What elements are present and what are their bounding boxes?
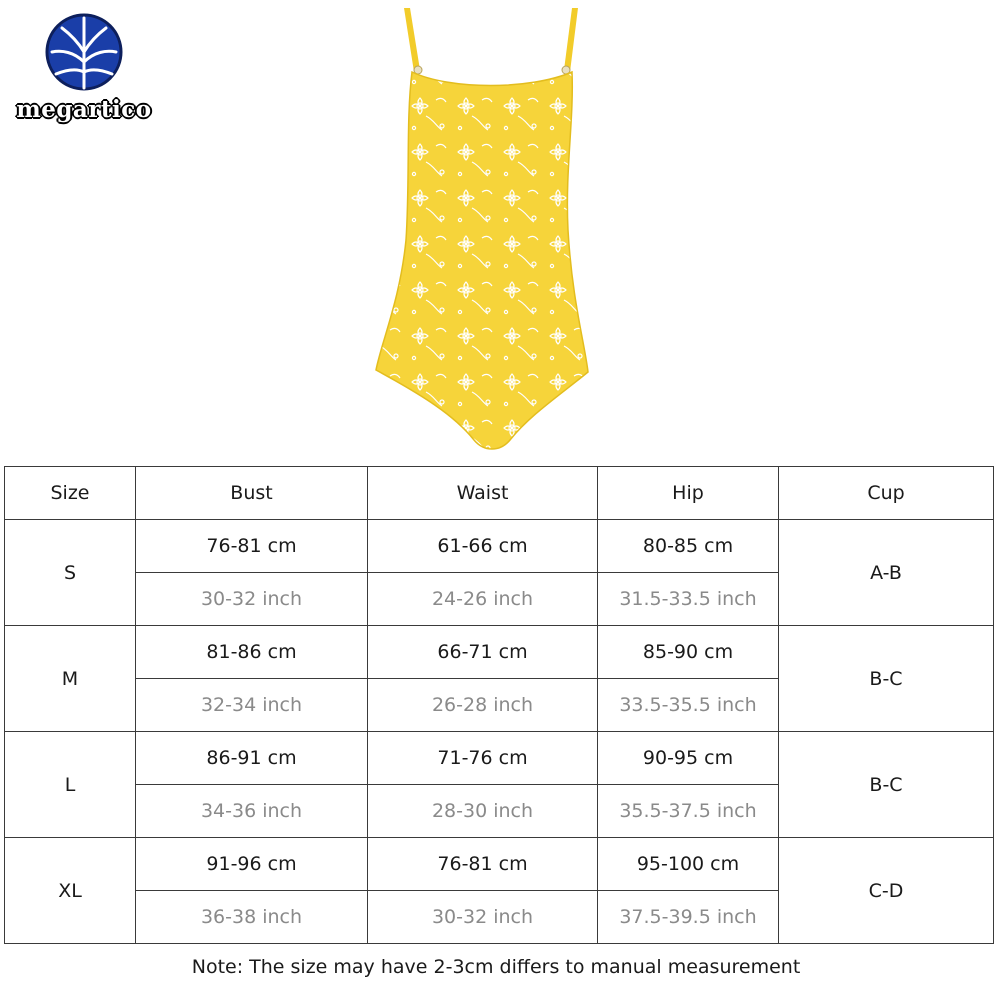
size-cell: S (5, 520, 136, 626)
table-row (5, 626, 994, 679)
bust-inch-cell: 32-34 inch (136, 679, 368, 732)
header-hip: Hip (598, 467, 779, 520)
hip-inch-cell: 33.5-35.5 inch (598, 679, 779, 732)
bust-cm-cell: 81-86 cm (136, 626, 368, 679)
waist-inch-cell: 26-28 inch (368, 679, 598, 732)
product-image (360, 0, 620, 455)
cup-cell: A-B (779, 520, 994, 626)
hip-cm-cell: 80-85 cm (598, 520, 779, 573)
bust-cm-cell: 86-91 cm (136, 732, 368, 785)
tree-logo-icon (44, 12, 124, 92)
table-row (5, 732, 994, 785)
waist-inch-cell: 24-26 inch (368, 573, 598, 626)
hip-inch-cell: 35.5-37.5 inch (598, 785, 779, 838)
cup-cell: B-C (779, 626, 994, 732)
table-header-row (5, 467, 994, 520)
waist-cm-cell: 76-81 cm (368, 838, 598, 891)
bust-inch-cell: 36-38 inch (136, 891, 368, 944)
waist-cm-cell: 71-76 cm (368, 732, 598, 785)
header-size: Size (5, 467, 136, 520)
waist-inch-cell: 28-30 inch (368, 785, 598, 838)
header-waist: Waist (368, 467, 598, 520)
brand-wordmark: megartico (16, 96, 152, 123)
hip-cm-cell: 95-100 cm (598, 838, 779, 891)
hip-inch-cell: 31.5-33.5 inch (598, 573, 779, 626)
hip-cm-cell: 85-90 cm (598, 626, 779, 679)
cup-cell: C-D (779, 838, 994, 944)
swimsuit-illustration (360, 0, 620, 455)
bust-cm-cell: 91-96 cm (136, 838, 368, 891)
table-row (5, 520, 994, 573)
cup-cell: B-C (779, 732, 994, 838)
brand-logo (14, 12, 154, 122)
size-cell: M (5, 626, 136, 732)
size-note: Note: The size may have 2-3cm differs to manual measurement (191, 956, 801, 978)
header-bust: Bust (136, 467, 368, 520)
table-row (5, 838, 994, 891)
bust-inch-cell: 34-36 inch (136, 785, 368, 838)
hip-inch-cell: 37.5-39.5 inch (598, 891, 779, 944)
header-cup: Cup (779, 467, 994, 520)
bust-inch-cell: 30-32 inch (136, 573, 368, 626)
hip-cm-cell: 90-95 cm (598, 732, 779, 785)
waist-inch-cell: 30-32 inch (368, 891, 598, 944)
size-cell: L (5, 732, 136, 838)
bust-cm-cell: 76-81 cm (136, 520, 368, 573)
size-cell: XL (5, 838, 136, 944)
waist-cm-cell: 66-71 cm (368, 626, 598, 679)
size-chart-table (4, 466, 994, 944)
waist-cm-cell: 61-66 cm (368, 520, 598, 573)
